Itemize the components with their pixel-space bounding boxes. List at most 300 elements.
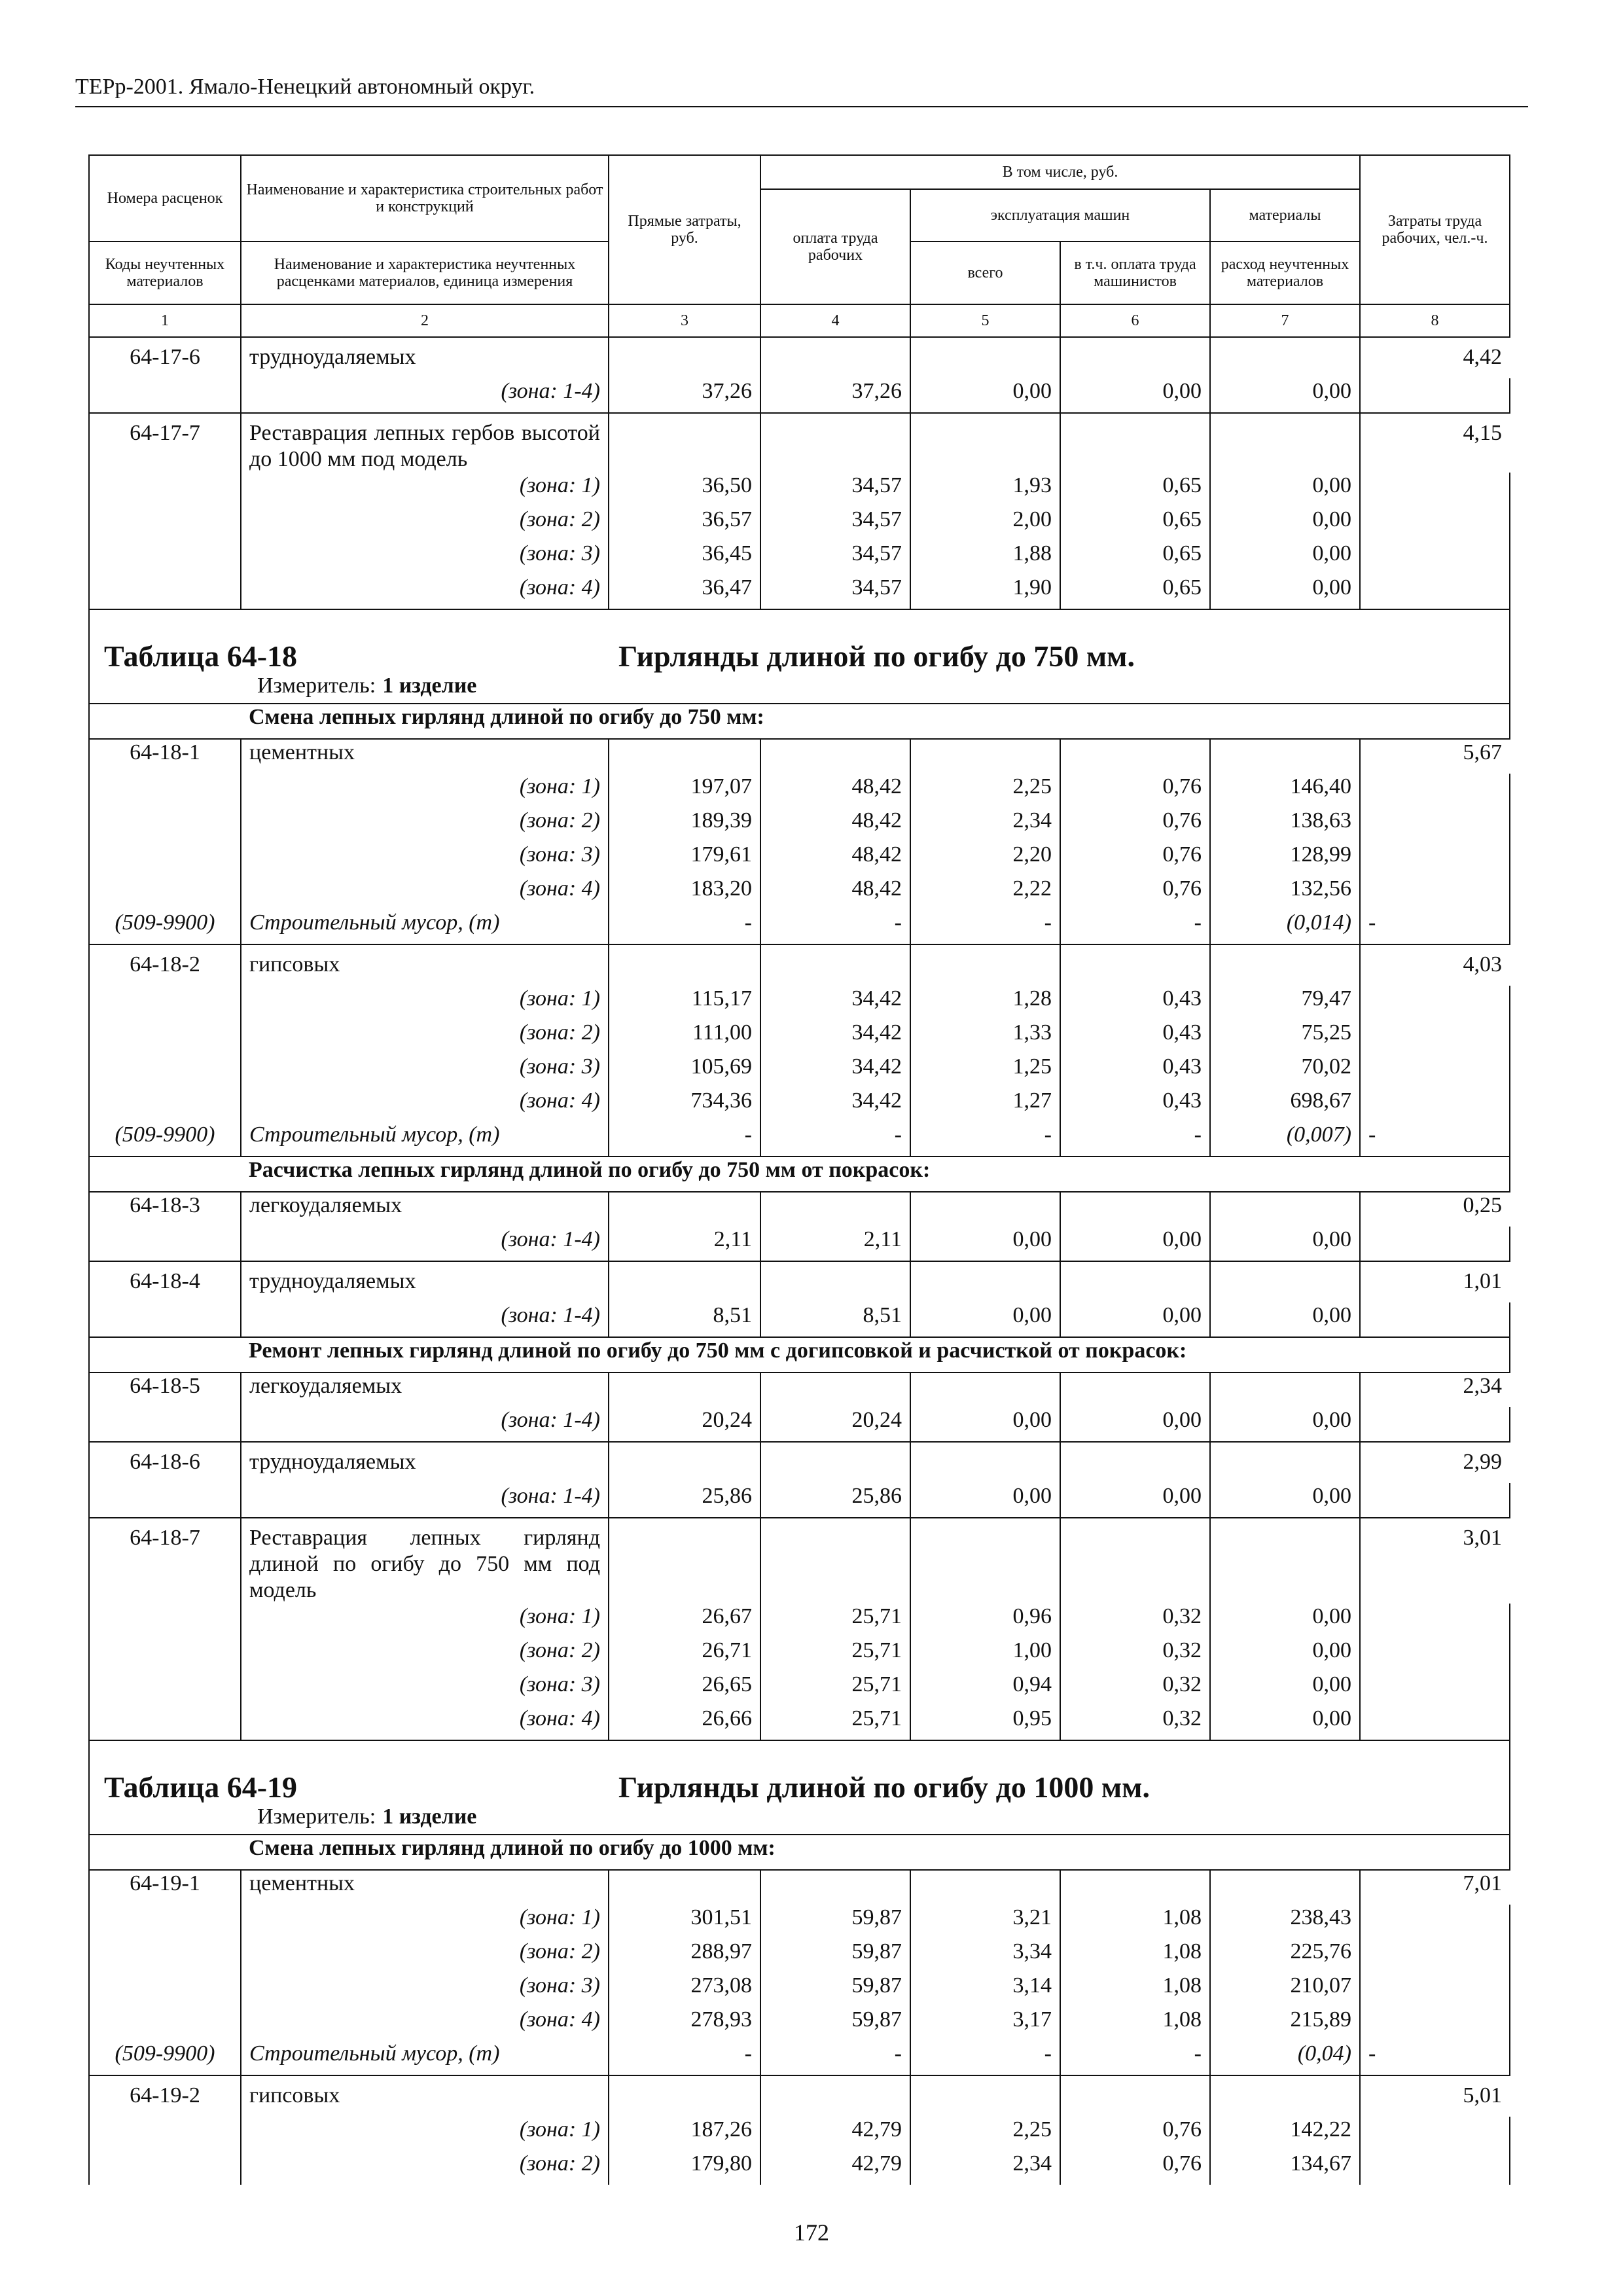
direct-cost: 36,50 xyxy=(609,473,760,507)
machines-total: 0,95 xyxy=(910,1706,1060,1740)
zone-row xyxy=(89,986,1510,1020)
machines-total: 3,21 xyxy=(910,1905,1060,1939)
rate-name: Реставрация лепных гербов высотой до 1000 мм под модель xyxy=(241,413,609,473)
col-number: 1 xyxy=(89,304,241,337)
zone-row xyxy=(89,2007,1510,2041)
empty-cell xyxy=(1210,2075,1360,2117)
col-number: 2 xyxy=(241,304,609,337)
zone-label: (зона: 2) xyxy=(241,507,609,541)
section-title: Смена лепных гирлянд длиной по огибу до 750 мм: xyxy=(241,704,1510,739)
materials-cost: 0,00 xyxy=(1210,378,1360,413)
operator-wages: 0,43 xyxy=(1060,1088,1210,1122)
operator-wages: 0,00 xyxy=(1060,378,1210,413)
empty-cell xyxy=(609,1870,760,1905)
empty-cell xyxy=(1360,1638,1510,1672)
table-title-cell xyxy=(89,1740,1510,1804)
table-label: Таблица 64-18 xyxy=(104,639,298,673)
zone-row xyxy=(89,541,1510,575)
zone-label: (зона: 3) xyxy=(241,842,609,876)
empty-cell xyxy=(89,2007,241,2041)
empty-cell xyxy=(1360,2007,1510,2041)
operator-wages: 0,65 xyxy=(1060,575,1210,609)
col-number: 4 xyxy=(760,304,910,337)
operator-wages: 1,08 xyxy=(1060,2007,1210,2041)
workers-wages: 59,87 xyxy=(760,1905,910,1939)
empty-cell xyxy=(760,337,910,378)
workers-wages: 59,87 xyxy=(760,1973,910,2007)
empty-cell xyxy=(89,1227,241,1261)
zone-label: (зона: 2) xyxy=(241,2151,609,2185)
machines-total: 2,34 xyxy=(910,808,1060,842)
materials-cost: 146,40 xyxy=(1210,774,1360,808)
rate-name: трудноудаляемых xyxy=(241,337,609,378)
direct-cost: 301,51 xyxy=(609,1905,760,1939)
rate-row xyxy=(89,337,1510,378)
machines-total: 2,20 xyxy=(910,842,1060,876)
zone-row xyxy=(89,1706,1510,1740)
material-value: - xyxy=(910,1122,1060,1157)
col-name-header: Наименование и характеристика строительных работ и конструкций xyxy=(241,155,609,242)
workers-wages: 2,11 xyxy=(760,1227,910,1261)
workers-wages: 34,57 xyxy=(760,473,910,507)
direct-cost: 2,11 xyxy=(609,1227,760,1261)
table-title: Гирлянды длиной по огибу до 750 мм. xyxy=(618,639,1135,673)
operator-wages: 0,00 xyxy=(1060,1302,1210,1337)
empty-cell xyxy=(1360,2151,1510,2185)
labor-cost: 2,34 xyxy=(1360,1372,1510,1407)
machines-total: 0,00 xyxy=(910,378,1060,413)
zone-row xyxy=(89,1054,1510,1088)
table-title: Гирлянды длиной по огибу до 1000 мм. xyxy=(618,1770,1150,1804)
empty-cell xyxy=(89,808,241,842)
empty-cell xyxy=(89,1706,241,1740)
material-name: Строительный мусор, (т) xyxy=(241,2041,609,2075)
machines-total: 0,00 xyxy=(910,1227,1060,1261)
materials-cost: 238,43 xyxy=(1210,1905,1360,1939)
empty-cell xyxy=(1060,1261,1210,1302)
material-amount: (0,04) xyxy=(1210,2041,1360,2075)
zone-label: (зона: 4) xyxy=(241,1088,609,1122)
empty-cell xyxy=(89,1905,241,1939)
material-value: - xyxy=(910,2041,1060,2075)
machines-total: 2,25 xyxy=(910,774,1060,808)
empty-cell xyxy=(1060,739,1210,774)
empty-cell xyxy=(1360,2117,1510,2151)
material-value: - xyxy=(609,1122,760,1157)
operator-wages: 0,76 xyxy=(1060,808,1210,842)
direct-cost: 26,65 xyxy=(609,1672,760,1706)
section-title: Расчистка лепных гирлянд длиной по огибу до 750 мм от покрасок: xyxy=(241,1157,1510,1192)
materials-cost: 0,00 xyxy=(1210,1407,1360,1442)
operator-wages: 0,32 xyxy=(1060,1638,1210,1672)
empty-cell xyxy=(89,507,241,541)
material-value: - xyxy=(1360,910,1510,944)
empty-cell xyxy=(1360,541,1510,575)
direct-cost: 179,80 xyxy=(609,2151,760,2185)
empty-cell xyxy=(89,1337,241,1372)
zone-row xyxy=(89,473,1510,507)
zone-label: (зона: 1-4) xyxy=(241,378,609,413)
workers-wages: 34,42 xyxy=(760,1088,910,1122)
empty-cell xyxy=(89,1302,241,1337)
zone-label: (зона: 2) xyxy=(241,1638,609,1672)
operator-wages: 0,43 xyxy=(1060,1054,1210,1088)
zone-label: (зона: 1-4) xyxy=(241,1227,609,1261)
empty-cell xyxy=(1360,1973,1510,2007)
zone-row xyxy=(89,2151,1510,2185)
zone-row xyxy=(89,876,1510,910)
materials-cost: 75,25 xyxy=(1210,1020,1360,1054)
operator-wages: 0,43 xyxy=(1060,986,1210,1020)
materials-cost: 0,00 xyxy=(1210,575,1360,609)
empty-cell xyxy=(1360,1227,1510,1261)
operator-wages: 1,08 xyxy=(1060,1939,1210,1973)
meter-value: 1 изделие xyxy=(382,673,477,698)
zone-row xyxy=(89,842,1510,876)
empty-cell xyxy=(609,739,760,774)
rate-code: 64-19-2 xyxy=(89,2075,241,2117)
meter-row xyxy=(89,1804,1510,1835)
workers-wages: 25,86 xyxy=(760,1483,910,1518)
rate-code: 64-18-5 xyxy=(89,1372,241,1407)
material-value: - xyxy=(760,910,910,944)
zone-label: (зона: 3) xyxy=(241,1973,609,2007)
materials-cost: 70,02 xyxy=(1210,1054,1360,1088)
empty-cell xyxy=(1210,413,1360,473)
zone-row xyxy=(89,1939,1510,1973)
empty-cell xyxy=(1360,1020,1510,1054)
section-row xyxy=(89,704,1510,739)
empty-cell xyxy=(1210,1261,1360,1302)
material-row xyxy=(89,910,1510,944)
materials-cost: 0,00 xyxy=(1210,1302,1360,1337)
table-body xyxy=(89,337,1510,2185)
empty-cell xyxy=(760,1372,910,1407)
empty-cell xyxy=(1060,944,1210,986)
empty-cell xyxy=(910,739,1060,774)
empty-cell xyxy=(1210,1192,1360,1227)
zone-label: (зона: 2) xyxy=(241,1939,609,1973)
direct-cost: 183,20 xyxy=(609,876,760,910)
workers-wages: 34,42 xyxy=(760,1054,910,1088)
material-row xyxy=(89,1122,1510,1157)
zone-label: (зона: 1) xyxy=(241,1905,609,1939)
empty-cell xyxy=(1210,337,1360,378)
col-materials-header: материалы xyxy=(1210,189,1360,242)
empty-cell xyxy=(1210,1518,1360,1604)
direct-cost: 36,47 xyxy=(609,575,760,609)
empty-cell xyxy=(89,1672,241,1706)
direct-cost: 26,67 xyxy=(609,1604,760,1638)
empty-cell xyxy=(760,739,910,774)
empty-cell xyxy=(760,1870,910,1905)
empty-cell xyxy=(89,774,241,808)
workers-wages: 48,42 xyxy=(760,842,910,876)
direct-cost: 36,57 xyxy=(609,507,760,541)
rate-name: гипсовых xyxy=(241,2075,609,2117)
machines-total: 3,14 xyxy=(910,1973,1060,2007)
rate-code: 64-18-2 xyxy=(89,944,241,986)
section-title: Смена лепных гирлянд длиной по огибу до 1000 мм: xyxy=(241,1835,1510,1870)
col-wages-header: оплата труда рабочих xyxy=(760,189,910,304)
machines-total: 1,33 xyxy=(910,1020,1060,1054)
material-value: - xyxy=(1060,910,1210,944)
empty-cell xyxy=(1210,1372,1360,1407)
zone-label: (зона: 4) xyxy=(241,1706,609,1740)
operator-wages: 0,65 xyxy=(1060,507,1210,541)
materials-cost: 0,00 xyxy=(1210,473,1360,507)
rate-name: трудноудаляемых xyxy=(241,1261,609,1302)
operator-wages: 0,00 xyxy=(1060,1407,1210,1442)
col-machines-total-header: всего xyxy=(910,242,1060,304)
machines-total: 1,93 xyxy=(910,473,1060,507)
zone-row xyxy=(89,1638,1510,1672)
col-number: 6 xyxy=(1060,304,1210,337)
labor-cost: 5,67 xyxy=(1360,739,1510,774)
meter-cell xyxy=(89,673,1510,704)
material-value: - xyxy=(1360,2041,1510,2075)
rate-name: легкоудаляемых xyxy=(241,1192,609,1227)
zone-label: (зона: 4) xyxy=(241,575,609,609)
operator-wages: 0,43 xyxy=(1060,1020,1210,1054)
col-number: 5 xyxy=(910,304,1060,337)
zone-label: (зона: 1-4) xyxy=(241,1302,609,1337)
zone-label: (зона: 2) xyxy=(241,1020,609,1054)
zone-row xyxy=(89,575,1510,609)
empty-cell xyxy=(1360,1483,1510,1518)
materials-cost: 210,07 xyxy=(1210,1973,1360,2007)
rate-code: 64-18-4 xyxy=(89,1261,241,1302)
empty-cell xyxy=(910,1261,1060,1302)
machines-total: 0,00 xyxy=(910,1483,1060,1518)
labor-cost: 5,01 xyxy=(1360,2075,1510,2117)
workers-wages: 48,42 xyxy=(760,876,910,910)
section-row xyxy=(89,1157,1510,1192)
operator-wages: 0,76 xyxy=(1060,876,1210,910)
zone-row xyxy=(89,1302,1510,1337)
rate-name: легкоудаляемых xyxy=(241,1372,609,1407)
materials-cost: 0,00 xyxy=(1210,1706,1360,1740)
materials-cost: 0,00 xyxy=(1210,1672,1360,1706)
zone-label: (зона: 1-4) xyxy=(241,1483,609,1518)
rate-code: 64-17-6 xyxy=(89,337,241,378)
machines-total: 1,28 xyxy=(910,986,1060,1020)
direct-cost: 26,71 xyxy=(609,1638,760,1672)
zone-label: (зона: 2) xyxy=(241,808,609,842)
materials-cost: 0,00 xyxy=(1210,1638,1360,1672)
empty-cell xyxy=(1360,1604,1510,1638)
rate-row xyxy=(89,2075,1510,2117)
empty-cell xyxy=(609,413,760,473)
workers-wages: 59,87 xyxy=(760,2007,910,2041)
rate-row xyxy=(89,1518,1510,1604)
empty-cell xyxy=(1360,1407,1510,1442)
col-material-names-header: Наименование и характеристика неучтенных расценками материалов, единица измерения xyxy=(241,242,609,304)
empty-cell xyxy=(910,1442,1060,1483)
section-row xyxy=(89,1337,1510,1372)
section-row xyxy=(89,1835,1510,1870)
empty-cell xyxy=(89,1088,241,1122)
rate-code: 64-17-7 xyxy=(89,413,241,473)
table-title-cell xyxy=(89,609,1510,673)
empty-cell xyxy=(1060,1870,1210,1905)
empty-cell xyxy=(89,842,241,876)
material-value: - xyxy=(1060,1122,1210,1157)
zone-row xyxy=(89,1088,1510,1122)
operator-wages: 0,76 xyxy=(1060,842,1210,876)
materials-cost: 134,67 xyxy=(1210,2151,1360,2185)
empty-cell xyxy=(89,1157,241,1192)
zone-label: (зона: 3) xyxy=(241,1672,609,1706)
rate-code: 64-18-7 xyxy=(89,1518,241,1604)
empty-cell xyxy=(1360,378,1510,413)
workers-wages: 48,42 xyxy=(760,774,910,808)
col-number: 3 xyxy=(609,304,760,337)
material-value: - xyxy=(910,910,1060,944)
empty-cell xyxy=(760,1261,910,1302)
zone-row xyxy=(89,378,1510,413)
operator-wages: 0,76 xyxy=(1060,774,1210,808)
empty-cell xyxy=(1060,1442,1210,1483)
empty-cell xyxy=(760,1518,910,1604)
zone-row xyxy=(89,774,1510,808)
zone-label: (зона: 1-4) xyxy=(241,1407,609,1442)
operator-wages: 0,00 xyxy=(1060,1483,1210,1518)
material-amount: (0,007) xyxy=(1210,1122,1360,1157)
rate-row xyxy=(89,944,1510,986)
operator-wages: 1,08 xyxy=(1060,1905,1210,1939)
empty-cell xyxy=(89,2151,241,2185)
material-row xyxy=(89,2041,1510,2075)
zone-label: (зона: 1) xyxy=(241,1604,609,1638)
zone-label: (зона: 4) xyxy=(241,876,609,910)
empty-cell xyxy=(760,944,910,986)
empty-cell xyxy=(89,704,241,739)
rate-row xyxy=(89,413,1510,473)
labor-cost: 4,03 xyxy=(1360,944,1510,986)
zone-label: (зона: 3) xyxy=(241,1054,609,1088)
zone-row xyxy=(89,2117,1510,2151)
operator-wages: 0,65 xyxy=(1060,473,1210,507)
header-rule xyxy=(75,106,1528,107)
col-operator-wages-header: в т.ч. оплата труда машинистов xyxy=(1060,242,1210,304)
labor-cost: 1,01 xyxy=(1360,1261,1510,1302)
direct-cost: 115,17 xyxy=(609,986,760,1020)
labor-cost: 4,42 xyxy=(1360,337,1510,378)
rate-code: 64-18-6 xyxy=(89,1442,241,1483)
empty-cell xyxy=(89,1638,241,1672)
direct-cost: 37,26 xyxy=(609,378,760,413)
workers-wages: 25,71 xyxy=(760,1672,910,1706)
materials-cost: 0,00 xyxy=(1210,507,1360,541)
workers-wages: 34,42 xyxy=(760,986,910,1020)
empty-cell xyxy=(910,1518,1060,1604)
zone-row xyxy=(89,1973,1510,2007)
machines-total: 0,00 xyxy=(910,1407,1060,1442)
empty-cell xyxy=(1360,1939,1510,1973)
direct-cost: 179,61 xyxy=(609,842,760,876)
zone-row xyxy=(89,1227,1510,1261)
workers-wages: 48,42 xyxy=(760,808,910,842)
empty-cell xyxy=(89,876,241,910)
meter-label: Измеритель: xyxy=(257,1804,376,1829)
workers-wages: 25,71 xyxy=(760,1604,910,1638)
rate-name: цементных xyxy=(241,739,609,774)
direct-cost: 25,86 xyxy=(609,1483,760,1518)
operator-wages: 0,00 xyxy=(1060,1227,1210,1261)
empty-cell xyxy=(1060,1192,1210,1227)
operator-wages: 0,76 xyxy=(1060,2151,1210,2185)
rate-name: гипсовых xyxy=(241,944,609,986)
zone-label: (зона: 1) xyxy=(241,774,609,808)
materials-cost: 138,63 xyxy=(1210,808,1360,842)
machines-total: 0,00 xyxy=(910,1302,1060,1337)
empty-cell xyxy=(609,1442,760,1483)
empty-cell xyxy=(609,337,760,378)
direct-cost: 288,97 xyxy=(609,1939,760,1973)
machines-total: 0,96 xyxy=(910,1604,1060,1638)
empty-cell xyxy=(910,1192,1060,1227)
material-code: (509-9900) xyxy=(89,1122,241,1157)
operator-wages: 1,08 xyxy=(1060,1973,1210,2007)
section-title: Ремонт лепных гирлянд длиной по огибу до 750 мм с догипсовкой и расчисткой от покрасок: xyxy=(241,1337,1510,1372)
empty-cell xyxy=(760,1192,910,1227)
zone-row xyxy=(89,507,1510,541)
direct-cost: 734,36 xyxy=(609,1088,760,1122)
rates-table xyxy=(88,154,1510,2185)
zone-row xyxy=(89,1407,1510,1442)
materials-cost: 0,00 xyxy=(1210,541,1360,575)
labor-cost: 0,25 xyxy=(1360,1192,1510,1227)
empty-cell xyxy=(1060,413,1210,473)
workers-wages: 34,57 xyxy=(760,541,910,575)
col-number: 7 xyxy=(1210,304,1360,337)
machines-total: 2,25 xyxy=(910,2117,1060,2151)
empty-cell xyxy=(1060,1372,1210,1407)
machines-total: 0,94 xyxy=(910,1672,1060,1706)
material-value: - xyxy=(609,910,760,944)
materials-cost: 0,00 xyxy=(1210,1227,1360,1261)
materials-cost: 128,99 xyxy=(1210,842,1360,876)
rate-row xyxy=(89,739,1510,774)
material-code: (509-9900) xyxy=(89,2041,241,2075)
rate-row xyxy=(89,1442,1510,1483)
zone-row xyxy=(89,1604,1510,1638)
materials-cost: 0,00 xyxy=(1210,1604,1360,1638)
empty-cell xyxy=(760,1442,910,1483)
rate-code: 64-18-1 xyxy=(89,739,241,774)
empty-cell xyxy=(1360,1706,1510,1740)
direct-cost: 278,93 xyxy=(609,2007,760,2041)
operator-wages: 0,32 xyxy=(1060,1672,1210,1706)
empty-cell xyxy=(89,2117,241,2151)
workers-wages: 42,79 xyxy=(760,2117,910,2151)
table-title-row xyxy=(89,1740,1510,1804)
empty-cell xyxy=(89,541,241,575)
empty-cell xyxy=(1360,1672,1510,1706)
labor-cost: 2,99 xyxy=(1360,1442,1510,1483)
empty-cell xyxy=(910,1870,1060,1905)
workers-wages: 42,79 xyxy=(760,2151,910,2185)
empty-cell xyxy=(760,413,910,473)
empty-cell xyxy=(89,473,241,507)
labor-cost: 4,15 xyxy=(1360,413,1510,473)
empty-cell xyxy=(1360,986,1510,1020)
zone-row xyxy=(89,1905,1510,1939)
workers-wages: 59,87 xyxy=(760,1939,910,1973)
direct-cost: 105,69 xyxy=(609,1054,760,1088)
empty-cell xyxy=(1360,1088,1510,1122)
